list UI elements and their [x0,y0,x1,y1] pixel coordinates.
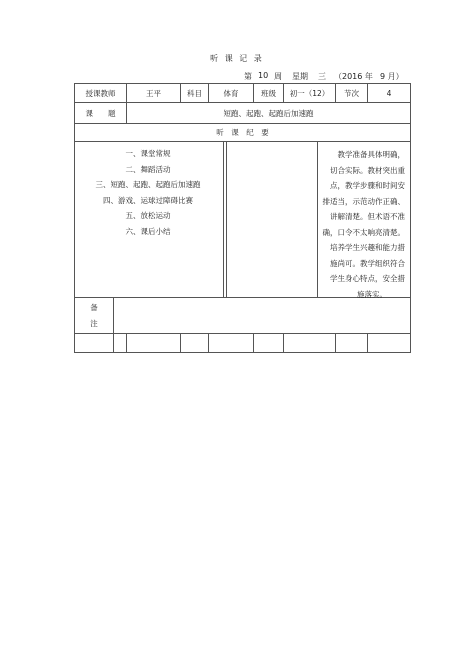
comment-line: 教学准备具体明确， [337,150,405,159]
date-zhou: 周 [274,72,282,81]
bottom-col-line [367,333,368,353]
lesson-plan-item: 一、课堂常规 [125,149,171,158]
weekday: 三 [318,72,326,81]
period-value: 4 [386,88,392,98]
table-border-bottom [74,352,411,353]
notes-col-line [226,141,227,298]
teacher-label: 授课教师 [85,88,116,98]
comment-line: 施尚可。教学组织符合 [330,258,405,268]
comment-line: 讲解清楚。但术语不准 [330,212,405,221]
subject-label: 科目 [187,88,202,98]
lesson-plan-item: 三、短跑、起跑、起跑后加速跑 [95,180,201,189]
bottom-col-line [253,333,254,353]
subject-value: 体育 [223,88,239,98]
comment-line: 培养学生兴趣和能力措 [330,243,405,252]
date-year: （2016 年 [334,72,373,81]
bottom-col-line [283,333,284,353]
comment-line: 施落实。 [357,289,387,299]
topic-label: 课 题 [85,108,116,118]
bottom-col-line [126,333,127,353]
bottom-col-line [113,333,114,353]
remarks-label-2: 注 [90,318,98,328]
lesson-plan-item: 六、课后小结 [125,226,171,236]
topic-value: 短跑、起跑、起跑后加速跑 [223,108,314,118]
period-label: 节次 [344,88,359,98]
comment-line: 点，教学步骤和时间安 [330,181,405,190]
bottom-col-line [335,333,336,353]
bottom-col-line [180,333,181,353]
date-month: 9 月） [380,72,404,81]
remarks-label-1: 备 [90,302,98,312]
bottom-col-line [208,333,209,353]
notes-header: 听 课 纪 要 [216,128,269,137]
evaluation-comments [321,147,405,302]
comment-line: 切合实际。教材突出重 [330,165,405,175]
class-value: 初一（12） [289,88,330,98]
comment-line: 排适当，示范动作正确、 [322,196,405,206]
notes-col-line [223,141,224,298]
comment-line: 确，口令不太响亮清楚。 [322,227,405,237]
week-number: 10 [258,71,269,80]
row-divider-5 [74,333,411,334]
class-label: 班级 [261,88,276,98]
lesson-plan-item: 五、放松运动 [125,211,171,220]
comment-line: 学生身心特点，安全措 [330,274,405,283]
table-border-right [410,83,411,353]
row-divider-3 [74,141,411,142]
date-di: 第 [244,72,252,81]
page-title: 听 课 记 录 [210,54,264,63]
teacher-value: 王平 [146,88,161,98]
lesson-plan-item: 二、舞蹈活动 [125,164,171,174]
date-xingqi: 星期 [292,72,308,81]
notes-col-line [317,141,318,298]
remarks-field [114,298,410,333]
lesson-plan-item: 四、游戏、运球过障碍比赛 [103,195,193,205]
